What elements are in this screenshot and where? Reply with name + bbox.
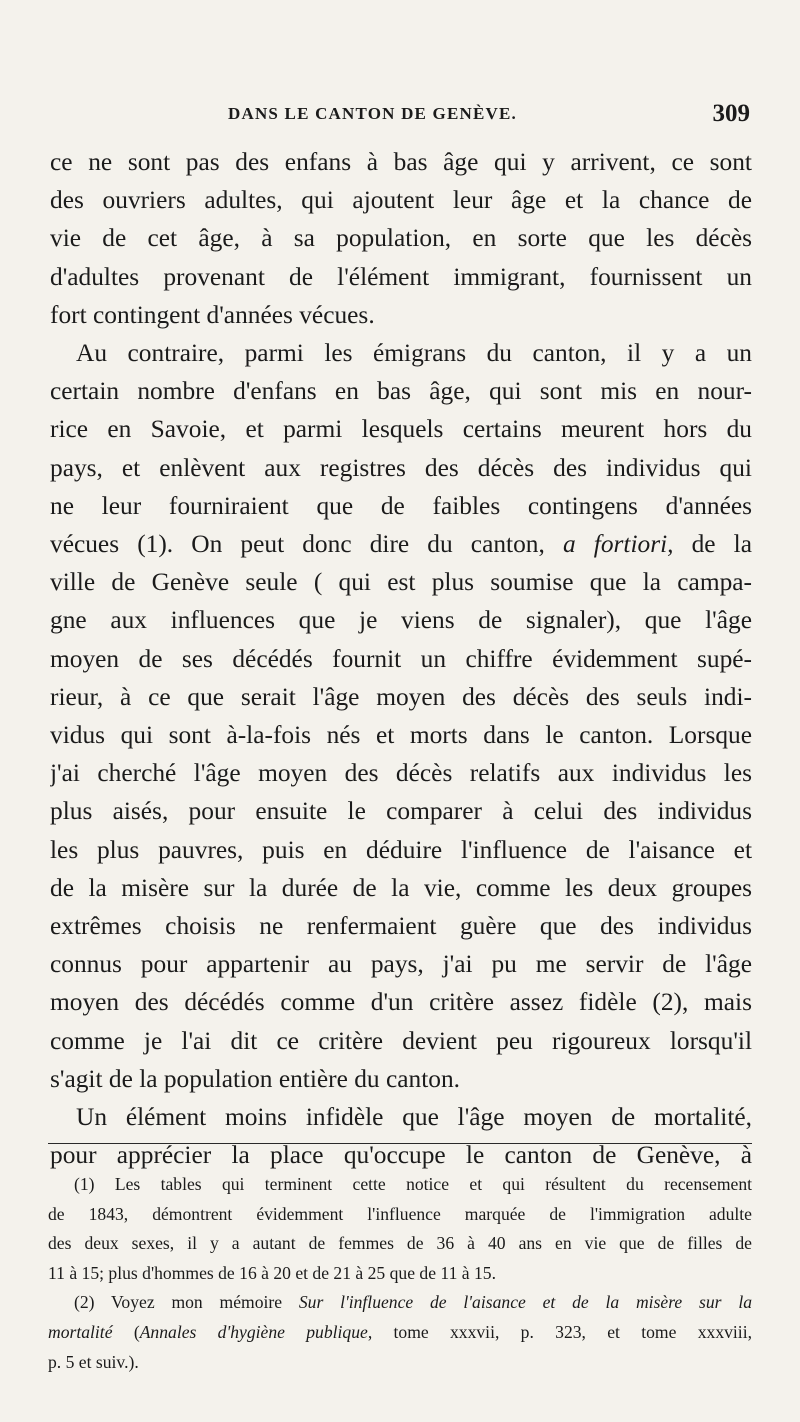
footnote-1-line: 11 à 15; plus d'hommes de 16 à 20 et de 21 à 25 que de 11 à 15. — [48, 1262, 496, 1283]
footnote-1-line: des deux sexes, il y a autant de femmes de 36 à 40 ans en vie que de filles de — [48, 1233, 752, 1254]
text-line: s'agit de la population entière du canton. — [50, 1064, 460, 1093]
text-line: gne aux influences que je viens de signaler), que l'âge — [50, 606, 752, 635]
italic-title: mortalité — [48, 1321, 113, 1342]
running-title: DANS LE CANTON DE GENÈVE. — [228, 104, 517, 123]
text-line: rieur, à ce que serait l'âge moyen des décès des seuls indi- — [50, 682, 752, 711]
footnote-2-line — [48, 1318, 752, 1348]
text-line: vie de cet âge, à sa population, en sorte que les décès — [50, 224, 752, 253]
text-line: Un élément moins infidèle que l'âge moyen de mortalité, — [76, 1103, 752, 1132]
text-line: Au contraire, parmi les émigrans du canton, il y a un — [76, 339, 752, 368]
footnote-1-line: de 1843, démontrent évidemment l'influence marquée de l'immigration adulte — [48, 1203, 752, 1224]
text-line: ne leur fourniraient que de faibles contingens d'années — [50, 491, 752, 520]
text-segment: vécues (1). On peut donc dire du canton, — [50, 530, 545, 559]
footnote-2-line — [48, 1288, 752, 1318]
text-line: d'adultes provenant de l'élément immigrant, fournissent un — [50, 262, 752, 291]
text-line: moyen des décédés comme d'un critère assez fidèle (2), mais — [50, 988, 752, 1017]
italic-phrase: a fortiori, — [562, 530, 674, 559]
text-line: ville de Genève seule ( qui est plus soumise que la campa- — [50, 568, 752, 597]
text-line: ce ne sont pas des enfans à bas âge qui y arrivent, ce sont — [50, 148, 752, 176]
text-segment: de la — [673, 530, 752, 559]
text-line: fort contingent d'années vécues. — [50, 300, 375, 329]
footnote-2-line: p. 5 et suiv.). — [48, 1351, 139, 1372]
text-line: plus aisés, pour ensuite le comparer à celui des individus — [50, 797, 752, 826]
page-header — [48, 100, 750, 134]
text-segment: ( — [112, 1321, 140, 1342]
text-line: pays, et enlèvent aux registres des décès des individus qui — [50, 453, 752, 482]
footnotes — [48, 1170, 752, 1377]
footnote-1-line: (1) Les tables qui terminent cette notice et qui résultent du recensement — [74, 1174, 752, 1194]
italic-title: Sur l'influence de l'aisance et de la misère sur la — [298, 1292, 752, 1313]
page-number: 309 — [712, 100, 750, 127]
main-text — [50, 143, 752, 1174]
text-line: j'ai cherché l'âge moyen des décès relatifs aux individus les — [50, 759, 752, 788]
text-line: pour apprécier la place qu'occupe le canton de Genève, à — [50, 1141, 752, 1170]
text-line: connus pour appartenir au pays, j'ai pu me servir de l'âge — [50, 950, 752, 979]
italic-journal: Annales d'hygiène publique — [139, 1321, 368, 1342]
text-line: comme je l'ai dit ce critère devient peu rigoureux lorsqu'il — [50, 1026, 752, 1055]
text-segment: (2) Voyez mon mémoire — [74, 1292, 299, 1313]
text-line: rice en Savoie, et parmi lesquels certains meurent hors du — [50, 415, 752, 444]
text-line-with-italic — [50, 525, 752, 563]
text-line: certain nombre d'enfans en bas âge, qui sont mis en nour- — [50, 377, 752, 406]
text-line: extrêmes choisis ne renfermaient guère que des individus — [50, 912, 752, 941]
text-segment: , tome xxxvii, p. 323, et tome xxxviii, — [367, 1321, 752, 1342]
text-line: les plus pauvres, puis en déduire l'influence de l'aisance et — [50, 835, 752, 864]
text-line: vidus qui sont à-la-fois nés et morts dans le canton. Lorsque — [50, 721, 752, 750]
text-line: moyen de ses décédés fournit un chiffre évidemment supé- — [50, 644, 752, 673]
footnote-divider — [48, 1143, 752, 1144]
text-line: de la misère sur la durée de la vie, comme les deux groupes — [50, 873, 752, 902]
text-line: des ouvriers adultes, qui ajoutent leur âge et la chance de — [50, 186, 752, 215]
